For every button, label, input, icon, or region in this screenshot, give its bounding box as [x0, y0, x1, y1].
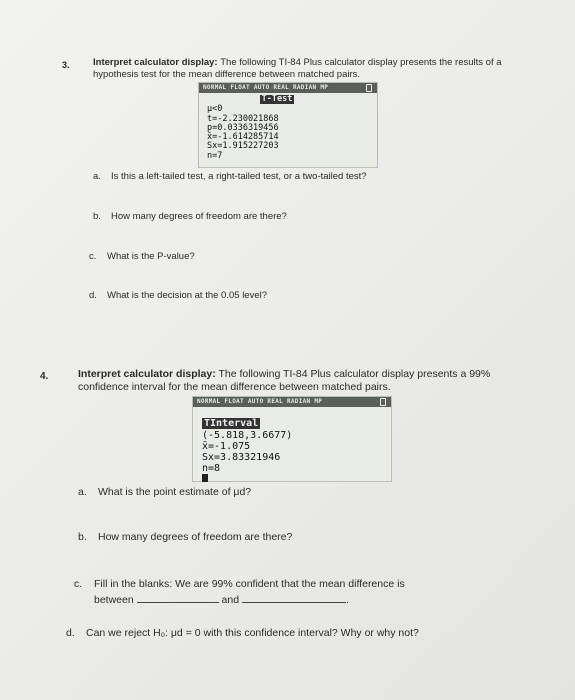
q4-sub-c	[74, 576, 405, 608]
q3-calc-line: t=-2.230021868	[207, 113, 279, 124]
q4-sub-a-text: What is the point estimate of μd?	[98, 486, 252, 498]
q4-sub-a	[78, 486, 251, 498]
q4-calc-line: x̄=-1.075	[202, 441, 251, 452]
q3-calc-line: Sx=1.915227203	[207, 141, 279, 152]
q3-calc-line: p=0.0336319456	[207, 122, 279, 133]
q3-sub-d-text: What is the decision at the 0.05 level?	[107, 290, 268, 301]
q3-prompt	[93, 57, 502, 81]
q3-text-line1: The following TI-84 Plus calculator display presents the results of a	[220, 57, 502, 68]
cursor-icon	[202, 474, 208, 482]
q4-sub-c-letter: c.	[74, 578, 83, 590]
q4-sub-b-text: How many degrees of freedom are there?	[98, 531, 293, 543]
q3-sub-d-letter: d.	[89, 290, 97, 301]
q4-text-line1: The following TI-84 Plus calculator display presents a 99%	[218, 368, 491, 380]
battery-icon	[380, 398, 386, 406]
q3-calc-title: T-Test	[261, 94, 293, 104]
q4-calc-title: TInterval	[204, 418, 259, 429]
q4-sub-b	[78, 531, 292, 543]
q3-sub-d	[89, 290, 267, 301]
q3-calc-line: μ<0	[207, 104, 223, 115]
q4-sub-a-letter: a.	[78, 486, 87, 498]
q3-calc-status-bar	[199, 83, 377, 93]
battery-icon	[366, 84, 372, 92]
q4-calc-status: NORMAL FLOAT AUTO REAL RADIAN MP	[197, 398, 323, 405]
q4-prompt	[78, 368, 490, 394]
q4-calc-line: Sx=3.83321946	[202, 452, 281, 463]
q4-sub-c-end: .	[346, 594, 349, 606]
blank-upper-bound[interactable]	[242, 602, 346, 603]
q4-sub-d-letter: d.	[66, 627, 75, 639]
q3-number: 3.	[62, 60, 70, 70]
q3-sub-a-letter: a.	[93, 171, 101, 182]
q4-sub-b-letter: b.	[78, 531, 87, 543]
q4-sub-d	[66, 627, 419, 639]
q3-sub-b-letter: b.	[93, 211, 101, 222]
q4-calc-line: n=8	[202, 463, 221, 474]
q4-number: 4.	[40, 371, 49, 382]
q3-sub-b	[93, 211, 287, 222]
q4-sub-c-text: Fill in the blanks: We are 99% confident that the mean difference is	[94, 578, 405, 590]
q3-lead: Interpret calculator display:	[93, 57, 218, 68]
q4-sub-c-between: between	[94, 594, 134, 606]
q4-lead: Interpret calculator display:	[78, 368, 216, 380]
q3-sub-c	[89, 251, 195, 262]
q4-calc-status-bar	[193, 397, 391, 407]
q3-sub-b-text: How many degrees of freedom are there?	[111, 211, 287, 222]
q3-calc-status: NORMAL FLOAT AUTO REAL RADIAN MP	[203, 84, 329, 91]
q3-text-line2: hypothesis test for the mean difference between matched pairs.	[93, 69, 361, 80]
q3-calc-line: n=7	[207, 150, 223, 161]
q3-sub-a-text: Is this a left-tailed test, a right-tailed test, or a two-tailed test?	[111, 171, 367, 182]
q4-sub-d-text: Can we reject H₀: μd = 0 with this confidence interval? Why or why not?	[86, 627, 419, 639]
q3-calc-line: x̄=-1.614285714	[207, 132, 279, 143]
q4-calc-line: (-5.818,3.6677)	[202, 430, 293, 441]
q4-text-line2: confidence interval for the mean difference between matched pairs.	[78, 381, 391, 393]
q4-calculator-display	[192, 396, 392, 482]
q3-sub-c-letter: c.	[89, 251, 97, 262]
q3-sub-a	[93, 171, 367, 182]
blank-lower-bound[interactable]	[137, 602, 219, 603]
q3-calculator-display	[198, 82, 378, 168]
q4-sub-c-and: and	[221, 594, 240, 606]
q3-sub-c-text: What is the P-value?	[107, 251, 195, 262]
